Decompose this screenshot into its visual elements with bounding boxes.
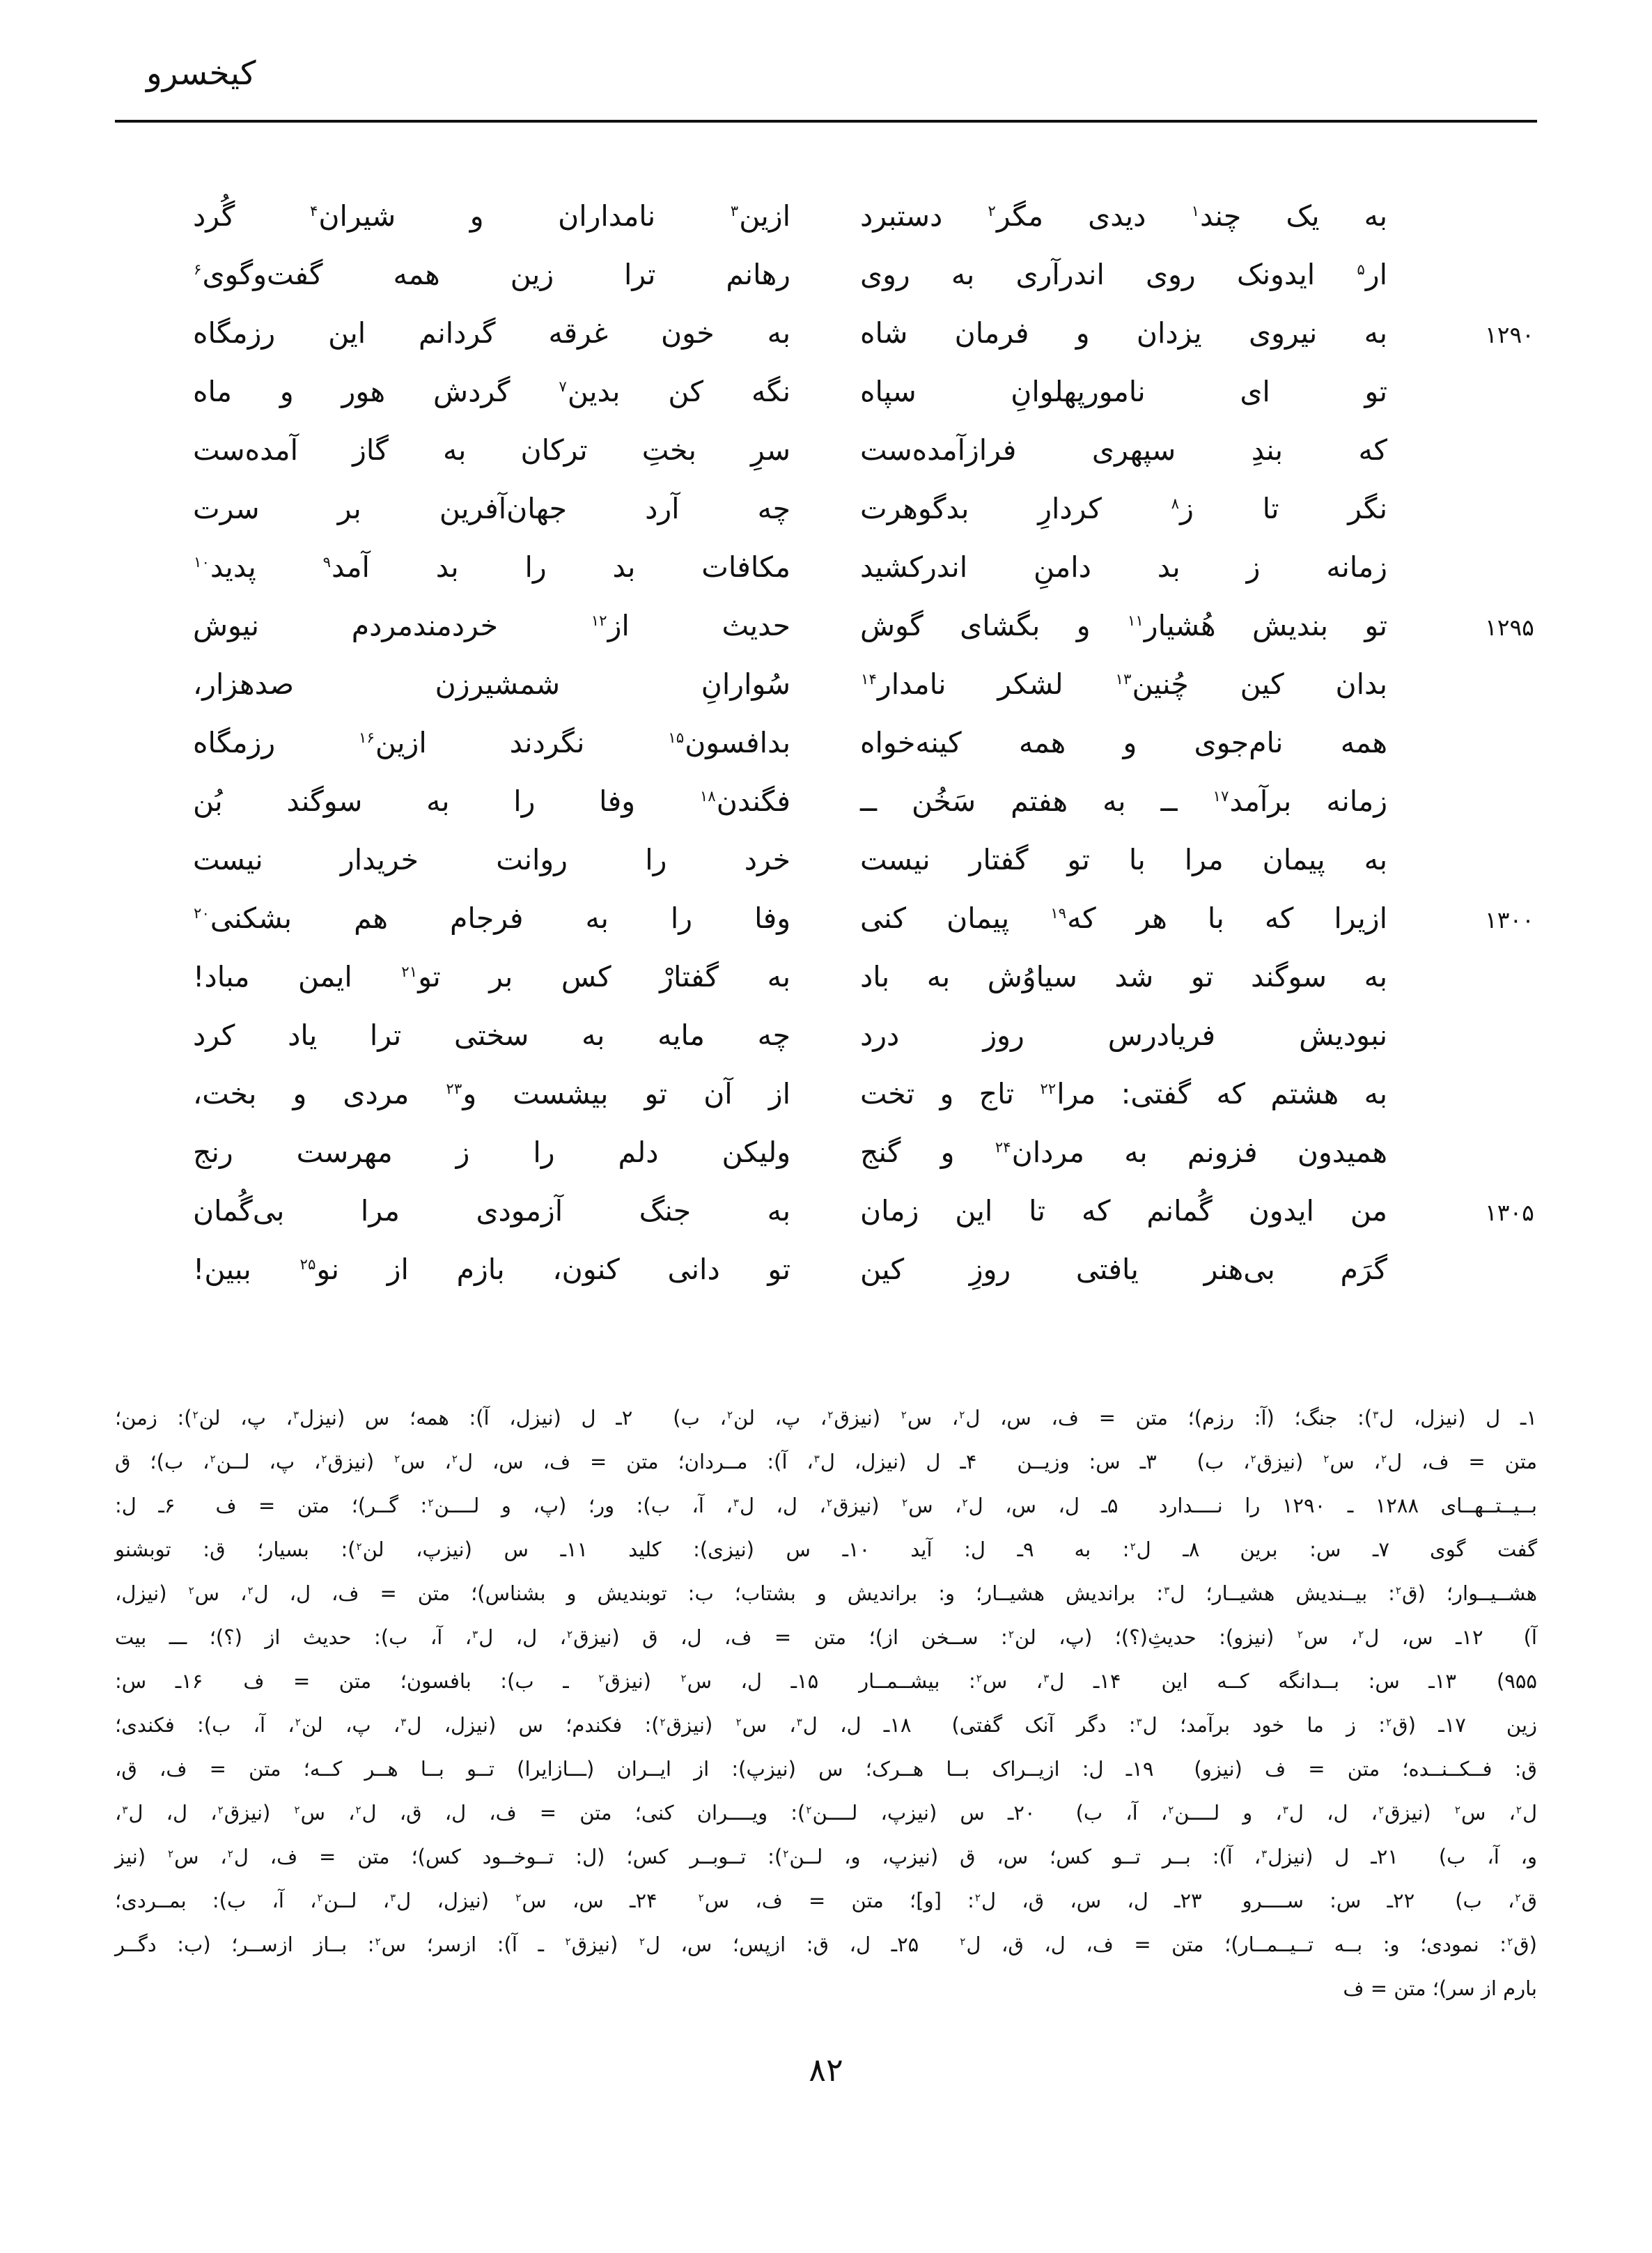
footnote-ref: ۲ xyxy=(735,1716,742,1728)
hemistich-second: از آن تو بیشست و$^{۲۳}$ مردی و بخت، xyxy=(193,1077,790,1110)
footnote-ref: ۳ xyxy=(122,1804,128,1816)
hemistich-first: زمانه برآمد$^{۱۷}$ ــ به هفتم سَخُن ــ xyxy=(860,784,1387,818)
poem-columns xyxy=(115,187,1537,1299)
verse-number: ۱۲۹۵ xyxy=(1485,614,1534,641)
footnote-ref: ۲ xyxy=(1323,1453,1330,1465)
footnote-line: (ق$^۲$: نمودی؛ و: بــه تــیــمــار)؛ متن = ف، ل، ق، ل$^۲$ ۲۵ـ ل، ق: ازپس؛ س، ل$^۲$ (نیزق$^۲$ ـ آ): ازسر؛ س$^۲$: بــاز ازســر؛ (ب: دگــر xyxy=(115,1933,1537,1956)
footnote-ref: ۲ xyxy=(1395,1584,1402,1597)
footnote-ref: ۲ xyxy=(639,1935,645,1948)
footnote-line: گفت گوی ۷ـ س: برین ۸ـ ل$^۲$: به ۹ـ ل: آید ۱۰ـ س (نیزی): کلید ۱۱ـ س (نیزپ، لن$^۲$): بسیار؛ ق: توبشنو xyxy=(115,1538,1538,1561)
verse-row xyxy=(193,187,1537,245)
footnote-ref: ۲ xyxy=(451,1453,458,1465)
hemistich-second: ازین$^۳$ نامداران و شیران$^۴$ گُرد xyxy=(193,199,790,233)
footnote-ref: ۲ xyxy=(960,1935,966,1948)
footnote-ref: ۲ xyxy=(375,1935,381,1948)
footnote-ref: ۲ xyxy=(210,1453,216,1465)
footnote-ref: ۲۰ xyxy=(194,905,210,922)
hemistich-second: نگه کن بدین$^۷$ گردش هور و ماه xyxy=(193,375,790,408)
footnote-ref: ۲ xyxy=(294,1804,300,1816)
hemistich-first: نبودیش فریادرس روز درد xyxy=(860,1019,1387,1052)
footnote-ref: ۳ xyxy=(1261,1848,1268,1860)
footnote-ref: ۲ xyxy=(1515,1804,1522,1816)
hemistich-first: که بندِ سپهری فرازآمده‌ست xyxy=(860,433,1387,467)
footnote-line: ق: فــکــنــده؛ متن = ف (نیزو) ۱۹ـ ل: ازیــراک بــا هــرک؛ س (نیزپ): از ایــران (ـــازایرا) تــو بــا هــر کــه؛ متن = ف، ق، xyxy=(115,1757,1537,1781)
hemistich-second: رهانم ترا زین همه گفت‌وگوی$^۶$ xyxy=(194,258,790,291)
footnote-ref: ۳ xyxy=(813,1453,820,1465)
footnote-ref: ۳ xyxy=(293,1409,299,1421)
footnote-line: ل$^۲$، س$^۲$ (نیزق$^۲$، ل، ل$^۳$، و لــــن$^۲$، آ، ب) ۲۰ـ س (نیزپ، لــــن$^۲$): ویــــران کنی؛ متن = ف، ل، ق، ل$^۲$، س$^۲$ (نیزق$^۲$، ل، ل$^۳$، xyxy=(115,1801,1538,1825)
footnote-ref: ۲ xyxy=(962,1496,968,1509)
footnote-line: ۱ـ ل (نیزل، ل$^۳$): جنگ؛ (آ: رزم)؛ متن = ف، س، ل$^۲$، س$^۲$ (نیزق$^۲$، پ، لن$^۲$، ب) ۲ـ ل (نیزل، آ): همه؛ س (نیزل$^۳$، پ، لن$^۲$): زمن؛ xyxy=(115,1406,1537,1430)
footnote-ref: ۲ xyxy=(295,1716,301,1728)
footnote-ref: ۶ xyxy=(194,261,202,279)
footnote-ref: ۲ xyxy=(394,1453,400,1465)
verse-row xyxy=(193,1182,1537,1240)
footnote-ref: ۱۴ xyxy=(861,671,877,688)
footnote-ref: ۲ xyxy=(1515,1891,1521,1904)
footnote-ref: ۲ xyxy=(1454,1804,1460,1816)
footnote-ref: ۲ xyxy=(1008,1628,1014,1641)
footnote-ref: ۲ xyxy=(698,1891,704,1904)
footnote-ref: ۲۵ xyxy=(299,1256,316,1273)
header-rule xyxy=(115,120,1537,123)
footnote-ref: ۲ xyxy=(783,1848,789,1860)
footnote-ref: ۲ xyxy=(660,1716,666,1728)
footnote-ref: ۳ xyxy=(1282,1804,1288,1816)
footnote-ref: ۲ xyxy=(680,1672,687,1685)
footnote-ref: ۳ xyxy=(1164,1584,1170,1597)
verse-row xyxy=(193,655,1537,713)
footnote-ref: ۲ xyxy=(1297,1628,1303,1641)
footnote-ref: ۲ xyxy=(1507,1935,1513,1948)
hemistich-first: نگر تا ز$^۸$ کردارِ بدگوهرت xyxy=(860,492,1387,525)
footnote-ref: ۲ xyxy=(988,203,996,220)
footnote-ref: ۳ xyxy=(730,203,739,220)
verse-row xyxy=(193,1064,1537,1123)
footnote-ref: ۳ xyxy=(1043,1672,1050,1685)
footnote-ref: ۸ xyxy=(1171,495,1180,513)
footnote-ref: ۵ xyxy=(1357,261,1365,279)
footnote-ref: ۲ xyxy=(1168,1804,1174,1816)
footnote-ref: ۴ xyxy=(309,203,318,220)
footnotes-apparatus xyxy=(115,1396,1537,2011)
verse-row xyxy=(193,304,1537,362)
hemistich-first: به یک چند$^۱$ دیدی مگر$^۲$ دستبرد xyxy=(860,199,1387,233)
footnote-ref: ۲ xyxy=(1378,1804,1385,1816)
hemistich-first: زمانه ز بد دامنِ اندرکشید xyxy=(860,550,1387,584)
hemistich-first: تو ای نامورپهلوانِ سپاه xyxy=(860,375,1387,408)
footnote-line: متن = ف، ل$^۲$، س$^۲$ (نیزق$^۲$، ب) ۳ـ س: وزیــن ۴ـ ل (نیزل، ل$^۳$، آ): مــردان؛ متن = ف، س، ل$^۲$، س$^۲$ (نیزق$^۲$، پ، لــن$^۲$، ب)؛ ق xyxy=(115,1450,1537,1473)
verse-row xyxy=(193,596,1537,655)
footnote-ref: ۲ xyxy=(959,1409,965,1421)
hemistich-second: خرد را روانت خریدار نیست xyxy=(193,843,790,876)
footnote-ref: ۲ xyxy=(806,1804,812,1816)
hemistich-first: همیدون فزونم به مردان$^{۲۴}$ و گنج xyxy=(860,1136,1387,1169)
footnote-ref: ۲ xyxy=(227,1848,233,1860)
hemistich-second: چه مایه به سختی ترا یاد کرد xyxy=(193,1019,790,1052)
hemistich-second: به خون غرقه گردانم این رزمگاه xyxy=(193,316,790,350)
hemistich-second: فگندن$^{۱۸}$ وفا را به سوگند بُن xyxy=(193,784,790,818)
hemistich-second: ولیکن دلم را ز مهرست رنج xyxy=(193,1136,790,1169)
hemistich-first: بدان کین چُنین$^{۱۳}$ لشکر نامدار$^{۱۴}$ xyxy=(861,667,1387,701)
footnote-ref: ۱۲ xyxy=(591,612,607,630)
verse-row xyxy=(193,947,1537,1006)
footnote-ref: ۱۷ xyxy=(1213,788,1229,805)
footnote-line: و، آ، ب) ۲۱ـ ل (نیزل$^۳$، آ): بــر تــو کس؛ س، ق (نیزپ، و، لــن$^۲$): تــوبــر کس؛ (ل: تــوخــود کس)؛ متن = ف، ل$^۲$، س$^۲$ (نیز xyxy=(115,1845,1537,1868)
page-header xyxy=(115,49,1537,123)
footnote-line: ۹۵۵) ۱۳ـ س: بــدانگه کــه این ۱۴ـ ل$^۳$، س$^۲$: بیشــمــار ۱۵ـ ل، س$^۲$ (نیزق$^۲$ ـ ب): بافسون؛ متن = ف ۱۶ـ س: xyxy=(115,1669,1537,1693)
footnote-ref: ۷ xyxy=(559,378,567,396)
hemistich-second: به جنگ آزمودی مرا بی‌گُمان xyxy=(193,1194,790,1228)
footnote-ref: ۲ xyxy=(1381,1453,1387,1465)
verse-row xyxy=(193,538,1537,596)
hemistich-first: گرَم بی‌هنر یافتی روزِ کین xyxy=(860,1253,1387,1286)
footnote-line: ق$^۲$، ب) ۲۲ـ س: ســــرو ۲۳ـ ل، س، ق، ل$^۲$: [و]؛ متن = ف، س$^۲$ ۲۴ـ س، س$^۲$ (نیزل، ل$^۳$، لــن$^۲$، آ، ب): بمــردی؛ xyxy=(115,1889,1538,1912)
footnote-ref: ۳ xyxy=(400,1716,407,1728)
footnote-ref: ۲ xyxy=(974,1891,981,1904)
footnote-ref: ۲ xyxy=(902,1496,908,1509)
verse-number: ۱۳۰۵ xyxy=(1485,1199,1534,1226)
footnote-ref: ۳ xyxy=(472,1628,478,1641)
page-number: ۸۲ xyxy=(809,2051,843,2089)
footnote-ref: ۲ xyxy=(428,1496,434,1509)
footnote-ref: ۲ xyxy=(356,1540,362,1553)
hemistich-first: همه نام‌جوی و همه کینه‌خواه xyxy=(860,726,1387,759)
verse-row xyxy=(193,1123,1537,1182)
verse-number: ۱۲۹۰ xyxy=(1485,321,1534,348)
footnote-ref: ۲ xyxy=(726,1409,733,1421)
verse-row xyxy=(193,772,1537,830)
footnote-ref: ۱۰ xyxy=(194,554,210,571)
footnote-ref: ۳ xyxy=(1136,1716,1142,1728)
footnote-ref: ۲ xyxy=(168,1848,174,1860)
footnote-ref: ۲ xyxy=(976,1672,982,1685)
hemistich-second: بدافسون$^{۱۵}$ نگردند ازین$^{۱۶}$ رزمگاه xyxy=(193,726,790,759)
footnote-ref: ۱۵ xyxy=(668,729,685,747)
footnote-ref: ۲۲ xyxy=(1040,1081,1057,1098)
footnote-ref: ۱۹ xyxy=(1050,905,1067,922)
verse-row xyxy=(193,245,1537,304)
verse-row xyxy=(193,1006,1537,1064)
footnote-ref: ۳ xyxy=(796,1716,802,1728)
hemistich-second: وفا را به فرجام هم بشکنی$^{۲۰}$ xyxy=(194,901,790,935)
footnote-ref: ۲ xyxy=(192,1409,198,1421)
hemistich-second: سرِ بختِ ترکان به گاز آمده‌ست xyxy=(193,433,790,467)
verse-row xyxy=(193,479,1537,538)
footnote-ref: ۲۳ xyxy=(446,1081,462,1098)
footnote-ref: ۲ xyxy=(565,1935,571,1948)
footnote-ref: ۱ xyxy=(1191,203,1200,220)
footnote-ref: ۲ xyxy=(317,1891,323,1904)
footnote-ref: ۹ xyxy=(322,554,332,571)
hemistich-first: به پیمان مرا با تو گفتار نیست xyxy=(860,843,1387,876)
hemistich-first: به نیروی یزدان و فرمان شاه xyxy=(860,316,1387,350)
hemistich-second: مکافات بد را بد آمد$^۹$ پدید$^{۱۰}$ xyxy=(194,550,791,584)
hemistich-first: به هشتم که گفتی: مرا$^{۲۲}$ تاج و تخت xyxy=(860,1077,1387,1110)
hemistich-first: من ایدون گُمانم که تا این زمان xyxy=(860,1194,1387,1228)
footnote-ref: ۲ xyxy=(247,1584,254,1597)
footnote-ref: ۱۸ xyxy=(699,788,716,805)
footnote-line: آ) ۱۲ـ س، ل$^۲$، س$^۲$ (نیزو): حدیثِ(؟)؛ (پ، لن$^۲$: ســخن از)؛ متن = ف، ل، ق (نیزق$^۲$، ل، ل$^۳$، آ، ب): حدیث از (؟)؛ ـــ بیت xyxy=(115,1625,1537,1649)
footnote-ref: ۱۶ xyxy=(359,729,375,747)
hemistich-second: حدیث از$^{۱۲}$ خردمندمردم نیوش xyxy=(193,609,790,642)
footnote-line: زین ۱۷ـ (ق$^۲$: ز ما خود برآمد؛ ل$^۳$: دگر آنک گفتی) ۱۸ـ ل، ل$^۳$، س$^۲$ (نیزق$^۲$): فکندم؛ س (نیزل، ل$^۳$، پ، لن$^۲$، آ، ب): فکندی؛ xyxy=(115,1713,1538,1737)
hemistich-first: ار$^۵$ ایدونک روی اندرآری به روی xyxy=(860,258,1387,291)
hemistich-second: سُوارانِ شمشیرزن صدهزار، xyxy=(193,667,790,701)
footnote-ref: ۲ xyxy=(1386,1716,1392,1728)
footnote-ref: ۲ xyxy=(188,1584,194,1597)
running-header-title: کیخسرو xyxy=(146,54,256,93)
footnote-ref: ۲ xyxy=(901,1409,907,1421)
footnote-line: بــیــتــهــای ۱۲۸۸ ـ ۱۲۹۰ را نــــدارد ۵ـ ل، س، ل$^۲$، س$^۲$ (نیزق$^۲$، ل، ل$^۳$، آ، ب): ور؛ (پ، و لــــن$^۲$: گــر)؛ متن = ف ۶ـ ل: xyxy=(115,1494,1537,1517)
footnote-ref: ۲ xyxy=(321,1453,327,1465)
verse-row xyxy=(193,713,1537,772)
verse-row xyxy=(193,1240,1537,1299)
footnote-ref: ۲ xyxy=(566,1628,573,1641)
hemistich-second: به گفتارْ کس بر تو$^{۲۱}$ ایمن مباد! xyxy=(193,960,790,993)
hemistich-first: تو بندیش هُشیار$^{۱۱}$ و بگشای گوش xyxy=(860,609,1387,642)
footnote-ref: ۲ xyxy=(1358,1628,1364,1641)
hemistich-second: چه آرد جهان‌آفرین بر سرت xyxy=(193,492,790,525)
verse-row xyxy=(193,421,1537,479)
footnote-line: بارم از سر)؛ متن = ف xyxy=(1343,1976,1537,2000)
footnote-ref: ۲ xyxy=(217,1804,224,1816)
hemistich-first: ازیرا که با هر که$^{۱۹}$ پیمان کنی xyxy=(860,901,1387,935)
footnote-ref: ۲۱ xyxy=(401,963,418,981)
hemistich-second: تو دانی کنون، بازم از نو$^{۲۵}$ ببین! xyxy=(193,1253,790,1286)
verse-row xyxy=(193,889,1537,947)
footnote-ref: ۳ xyxy=(733,1496,739,1509)
footnote-ref: ۳ xyxy=(390,1891,396,1904)
footnote-ref: ۱۳ xyxy=(1115,671,1132,688)
footnote-ref: ۳ xyxy=(1373,1409,1379,1421)
footnote-ref: ۲ xyxy=(827,1409,834,1421)
footnote-ref: ۲ xyxy=(515,1891,522,1904)
footnote-ref: ۲ xyxy=(1130,1540,1136,1553)
footnote-ref: ۲ xyxy=(826,1496,832,1509)
verse-row xyxy=(193,362,1537,421)
footnote-ref: ۲ xyxy=(598,1672,605,1685)
footnote-ref: ۲ xyxy=(355,1804,361,1816)
footnote-ref: ۲ xyxy=(1250,1453,1256,1465)
verse-number: ۱۳۰۰ xyxy=(1485,906,1534,934)
hemistich-first: به سوگند تو شد سیاوُش به باد xyxy=(860,960,1387,993)
footnote-line: هشــیــوار؛ (ق$^۲$: بیــندیش هشیــار؛ ل$^۳$: براندیش هشیــار؛ و: براندیش و بشتاب؛ ب: توبندیش و بشناس)؛ متن = ف، ل، ل$^۲$، س$^۲$ (نیزل، xyxy=(115,1581,1537,1605)
footnote-ref: ۲۴ xyxy=(995,1139,1011,1156)
footnote-ref: ۱۱ xyxy=(1127,612,1144,630)
verse-row xyxy=(193,830,1537,889)
